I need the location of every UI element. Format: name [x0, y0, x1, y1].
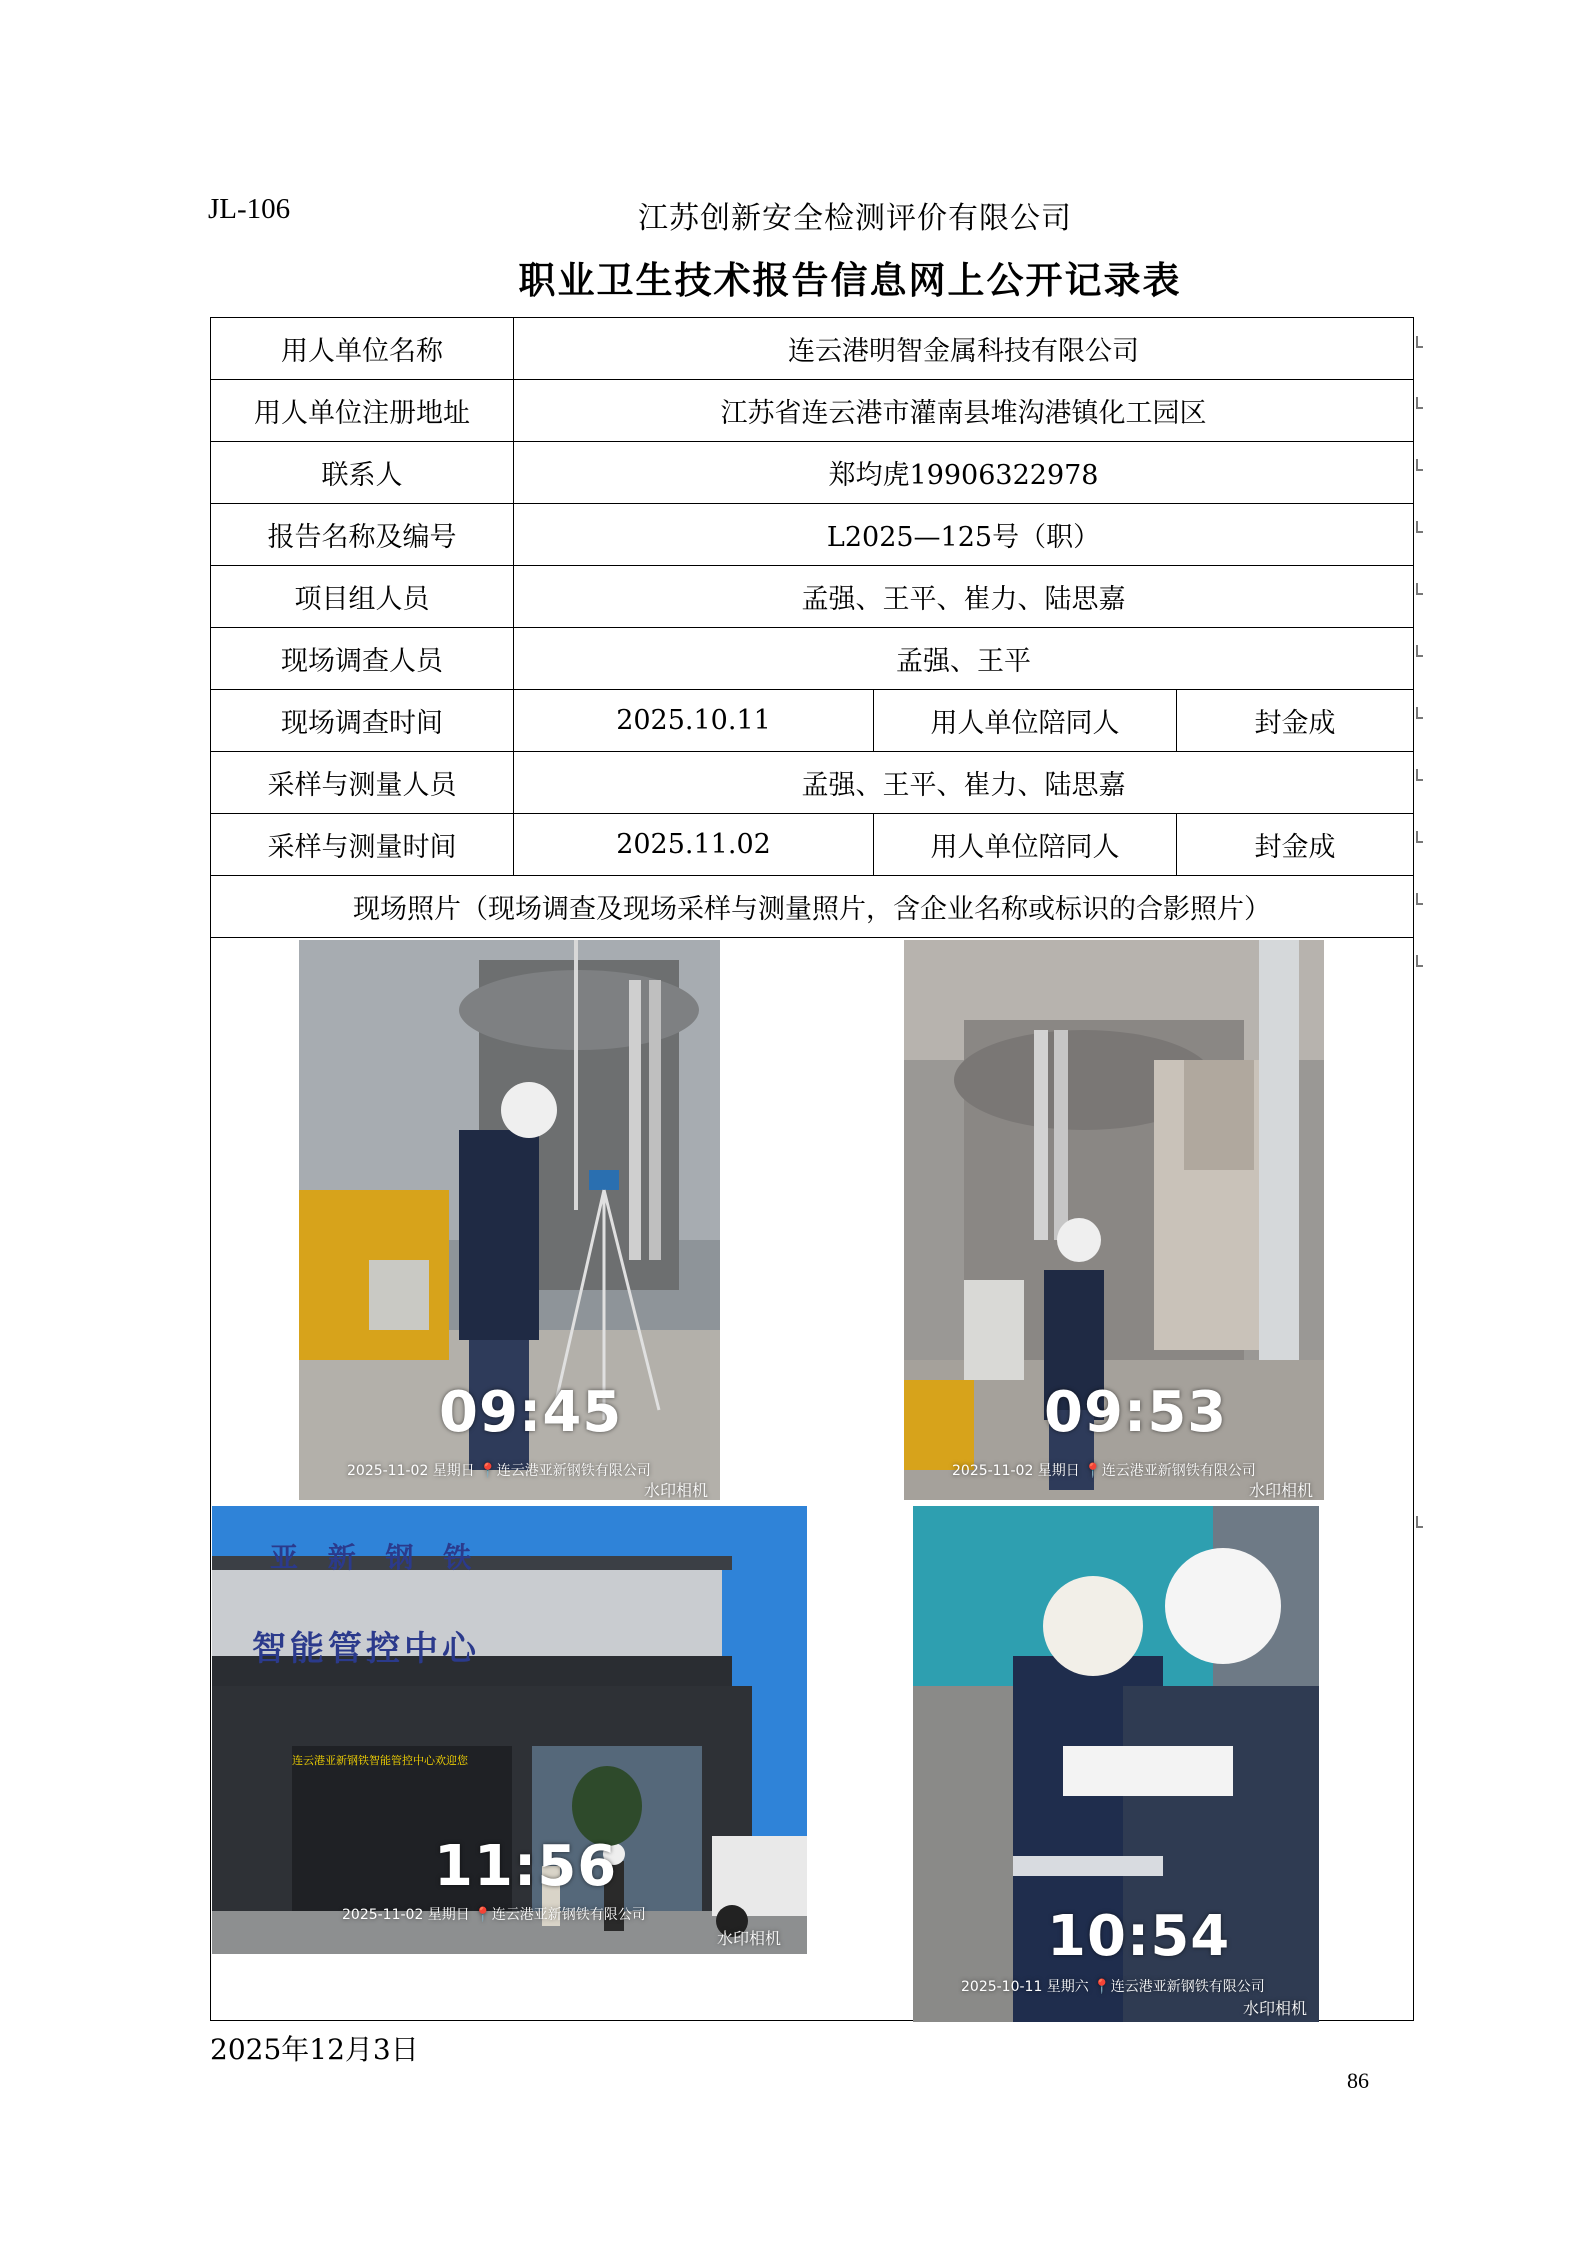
photo-2-info: 2025-11-02 星期日 📍连云港亚新钢铁有限公司: [952, 1463, 1256, 1479]
site-photo-2: [904, 940, 1324, 1500]
investigators-label: 现场调查人员: [211, 628, 514, 690]
sampling-time-label: 采样与测量时间: [211, 814, 514, 876]
investigators-value: 孟强、王平: [514, 628, 1414, 690]
form-code: JL-106: [208, 193, 291, 225]
table-row: [211, 380, 1414, 442]
samplers-label: 采样与测量人员: [211, 752, 514, 814]
site-photo-3: [212, 1506, 807, 1954]
company-name: 江苏创新安全检测评价有限公司: [638, 201, 1072, 236]
photo-1-cam: 水印相机: [644, 1481, 709, 1500]
survey-companion-label: 用人单位陪同人: [874, 690, 1177, 752]
photo-cell: [211, 938, 1414, 2021]
photo-3-cam: 水印相机: [717, 1929, 782, 1948]
report-label: 报告名称及编号: [211, 504, 514, 566]
site-photo-4: [913, 1506, 1319, 2022]
site-photo-1: [299, 940, 720, 1500]
table-row: [211, 442, 1414, 504]
report-value: L2025—125号（职）: [514, 504, 1414, 566]
paragraph-mark: [1416, 1516, 1426, 1528]
sampling-companion-label: 用人单位陪同人: [874, 814, 1177, 876]
page-number: 86: [1347, 2068, 1369, 2093]
report-date: 2025年12月3日: [210, 2033, 419, 2066]
sampling-companion-value: 封金成: [1177, 814, 1414, 876]
contact-value: 郑均虎19906322978: [514, 442, 1414, 504]
photo-4-info: 2025-10-11 星期六 📍连云港亚新钢铁有限公司: [961, 1979, 1265, 1995]
photo-3-info: 2025-11-02 星期日 📍连云港亚新钢铁有限公司: [342, 1907, 646, 1923]
team-label: 项目组人员: [211, 566, 514, 628]
table-row: [211, 814, 1414, 876]
photo-2-time: 09:53: [1044, 1380, 1228, 1445]
photo-1-info: 2025-11-02 星期日 📍连云港亚新钢铁有限公司: [347, 1463, 651, 1479]
photo-2-cam: 水印相机: [1249, 1481, 1314, 1500]
employer-label: 用人单位名称: [211, 318, 514, 380]
paragraph-mark: [1416, 336, 1426, 348]
photo-3-sign-top: 亚 新 钢 铁: [270, 1541, 482, 1574]
address-value: 江苏省连云港市灌南县堆沟港镇化工园区: [514, 380, 1414, 442]
survey-time-label: 现场调查时间: [211, 690, 514, 752]
survey-time-value: 2025.10.11: [514, 690, 874, 752]
table-row: [211, 566, 1414, 628]
paragraph-mark: [1416, 583, 1426, 595]
paragraph-mark: [1416, 645, 1426, 657]
page-title: 职业卫生技术报告信息网上公开记录表: [518, 259, 1182, 302]
survey-companion-value: 封金成: [1177, 690, 1414, 752]
record-table: [210, 317, 1414, 2021]
table-row: [211, 938, 1414, 2021]
paragraph-mark: [1416, 831, 1426, 843]
photo-3-time: 11:56: [434, 1834, 618, 1899]
paragraph-mark: [1416, 955, 1426, 967]
samplers-value: 孟强、王平、崔力、陆思嘉: [514, 752, 1414, 814]
photo-4-cam: 水印相机: [1243, 1999, 1308, 2018]
photo-4-time: 10:54: [1047, 1904, 1231, 1969]
paragraph-mark: [1416, 707, 1426, 719]
table-row: [211, 752, 1414, 814]
team-value: 孟强、王平、崔力、陆思嘉: [514, 566, 1414, 628]
photo-3-banner: 连云港亚新钢铁智能管控中心欢迎您: [292, 1754, 468, 1767]
paragraph-mark: [1416, 893, 1426, 905]
table-row: [211, 876, 1414, 938]
paragraph-mark: [1416, 459, 1426, 471]
paragraph-mark: [1416, 521, 1426, 533]
paragraph-mark: [1416, 397, 1426, 409]
photos-label: 现场照片（现场调查及现场采样与测量照片，含企业名称或标识的合影照片）: [211, 876, 1414, 938]
employer-value: 连云港明智金属科技有限公司: [514, 318, 1414, 380]
paragraph-mark: [1416, 769, 1426, 781]
table-row: [211, 628, 1414, 690]
table-row: [211, 504, 1414, 566]
photo-3-sign-mid: 智能管控中心: [252, 1629, 480, 1669]
sampling-time-value: 2025.11.02: [514, 814, 874, 876]
table-row: [211, 318, 1414, 380]
table-row: [211, 690, 1414, 752]
address-label: 用人单位注册地址: [211, 380, 514, 442]
photo-1-time: 09:45: [439, 1380, 623, 1445]
contact-label: 联系人: [211, 442, 514, 504]
